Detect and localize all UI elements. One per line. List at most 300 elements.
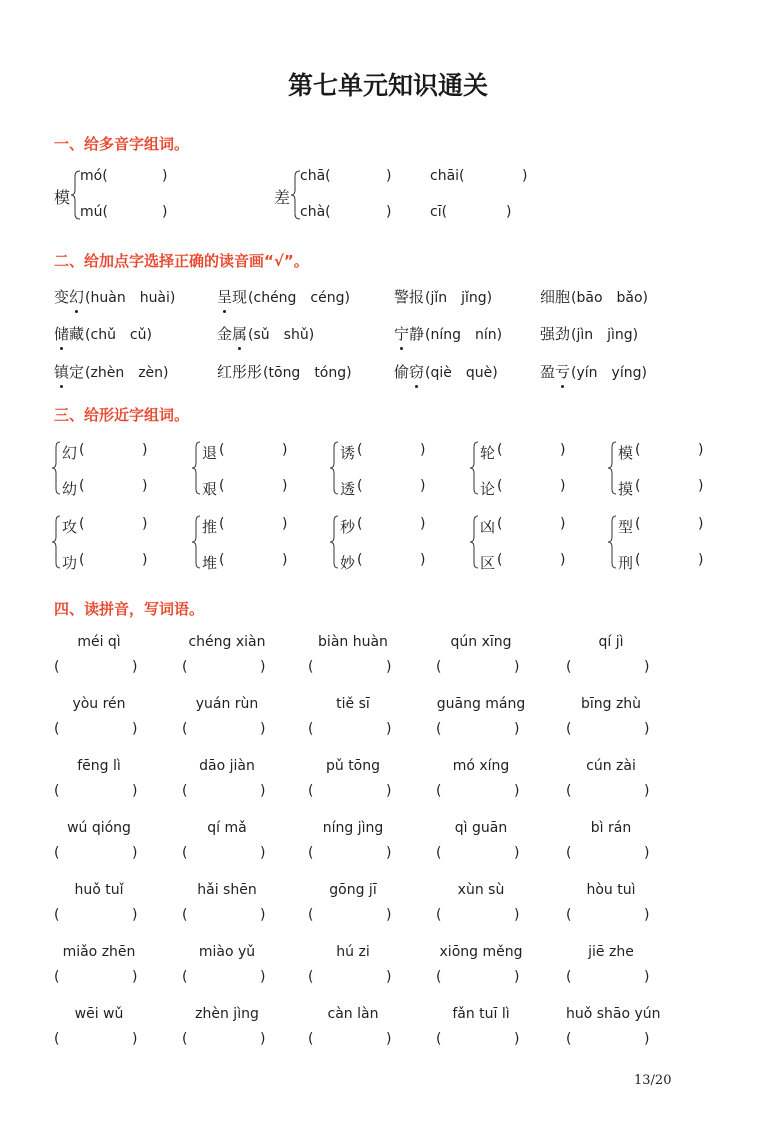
- answer-blank-right: ): [386, 783, 392, 799]
- pinyin-text: pǔ tōng: [325, 758, 381, 774]
- answer-blank-left[interactable]: (: [182, 907, 188, 923]
- word-char: 彤: [247, 363, 263, 381]
- similar-char: 功: [62, 554, 78, 572]
- answer-blank-right: ): [698, 516, 704, 532]
- pinyin-text: tiě sī: [336, 696, 370, 712]
- answer-blank-left[interactable]: (: [54, 969, 60, 985]
- pinyin-text: fēng lì: [77, 758, 121, 774]
- pinyin-options[interactable]: (jǐn jǐng): [425, 290, 493, 306]
- pinyin-text: qí jì: [598, 634, 624, 650]
- answer-blank-left[interactable]: (: [566, 1031, 572, 1047]
- pinyin-text: qí mǎ: [207, 820, 247, 836]
- pinyin-word-item: [182, 758, 272, 812]
- pinyin-text: gōng jī: [329, 882, 377, 898]
- similar-char-row: [62, 442, 148, 463]
- pinyin-text: qún xīng: [450, 634, 512, 650]
- answer-blank-left[interactable]: (: [182, 1031, 188, 1047]
- pinyin-word-item: [308, 696, 398, 750]
- pinyin-options[interactable]: (bāo bǎo): [571, 290, 649, 306]
- word-char: 报: [409, 288, 425, 306]
- similar-char-row: [202, 552, 288, 573]
- similar-char: 幻: [62, 444, 78, 462]
- answer-blank-left[interactable]: (: [308, 1031, 314, 1047]
- answer-blank-right: ): [282, 552, 288, 568]
- similar-char: 论: [480, 480, 496, 498]
- pinyin-word-item: [566, 944, 656, 998]
- similar-char-group: [192, 514, 332, 570]
- polyphone-char: 差: [274, 188, 291, 207]
- answer-blank-right: ): [698, 478, 704, 494]
- similar-char-row: [618, 516, 704, 537]
- answer-blank-left[interactable]: (: [357, 478, 363, 494]
- pinyin-options[interactable]: (qiè què): [425, 365, 498, 381]
- answer-blank-left[interactable]: (: [566, 783, 572, 799]
- answer-blank-left[interactable]: (: [182, 969, 188, 985]
- answer-blank-left[interactable]: (: [219, 552, 225, 568]
- answer-blank-right: ): [282, 442, 288, 458]
- reading-item: [54, 361, 169, 382]
- pinyin-word-item: [54, 758, 144, 812]
- similar-char-row: [62, 516, 148, 537]
- answer-blank-left[interactable]: (: [79, 478, 85, 494]
- pinyin-text: wēi wǔ: [74, 1006, 124, 1022]
- similar-char-group: [330, 514, 470, 570]
- page-title: 第七单元知识通关: [287, 71, 488, 100]
- pinyin-word-item: [308, 1006, 398, 1060]
- pinyin-options[interactable]: (jìn jìng): [571, 327, 639, 343]
- pinyin-word-item: [182, 944, 272, 998]
- answer-blank-right: ): [260, 659, 266, 675]
- pinyin-text: huǒ shāo yún: [566, 1006, 661, 1022]
- dotted-char: 宁: [394, 325, 410, 343]
- answer-blank-left[interactable]: (: [436, 845, 442, 861]
- similar-char-row: [202, 442, 288, 463]
- similar-char-group: [470, 440, 610, 496]
- answer-blank-right: ): [260, 969, 266, 985]
- answer-blank-left[interactable]: (: [497, 516, 503, 532]
- answer-blank-left[interactable]: (: [436, 1031, 442, 1047]
- answer-blank-right: ): [560, 552, 566, 568]
- reading-item: [540, 361, 647, 382]
- answer-blank-left[interactable]: (: [436, 907, 442, 923]
- answer-blank-right: ): [132, 1031, 138, 1047]
- answer-blank-right: ): [514, 969, 520, 985]
- similar-char-row: [480, 478, 566, 499]
- answer-blank-left[interactable]: (: [308, 969, 314, 985]
- pinyin-text: hòu tuì: [586, 882, 636, 898]
- dotted-char: 镇: [54, 363, 70, 381]
- word-char: 变: [54, 288, 70, 306]
- pinyin-word-item: [436, 634, 526, 688]
- pinyin-text: guāng máng: [436, 696, 526, 712]
- answer-blank-right: ): [644, 969, 650, 985]
- pinyin-word-item: [566, 882, 656, 936]
- brace-icon: [330, 440, 340, 496]
- similar-char-row: [480, 516, 566, 537]
- pinyin-word-item: [182, 820, 272, 874]
- answer-blank-left[interactable]: (: [566, 721, 572, 737]
- pinyin-word-item: [566, 696, 656, 750]
- pinyin-options[interactable]: (yín yíng): [571, 365, 647, 381]
- similar-char-row: [340, 442, 426, 463]
- answer-blank-right: ): [560, 516, 566, 532]
- pinyin-word-item: [54, 882, 144, 936]
- answer-blank-right: ): [514, 659, 520, 675]
- reading-item: [54, 323, 152, 344]
- similar-char-group: [330, 440, 470, 496]
- answer-blank-right: ): [514, 845, 520, 861]
- polyphone-item: mó( ): [80, 168, 168, 184]
- answer-blank-left[interactable]: (: [219, 516, 225, 532]
- similar-char-group: [470, 514, 610, 570]
- word-char: 细: [540, 288, 556, 306]
- answer-blank-right: ): [260, 845, 266, 861]
- answer-blank-right: ): [644, 1031, 650, 1047]
- reading-item: [54, 286, 175, 307]
- similar-char: 凶: [480, 518, 496, 536]
- answer-blank-left[interactable]: (: [635, 442, 641, 458]
- answer-blank-right: ): [514, 1031, 520, 1047]
- pinyin-text: miào yǔ: [198, 944, 256, 960]
- pinyin-text: hǎi shēn: [197, 882, 257, 898]
- pinyin-options[interactable]: (zhèn zèn): [85, 365, 169, 381]
- answer-blank-left[interactable]: (: [635, 552, 641, 568]
- answer-blank-right: ): [142, 442, 148, 458]
- word-char: 偷: [394, 363, 410, 381]
- polyphone-item: mú( ): [80, 204, 168, 220]
- similar-char-row: [340, 478, 426, 499]
- polyphone-item: chā( ) chāi( ): [300, 168, 528, 184]
- word-char: 警: [394, 288, 410, 306]
- answer-blank-right: ): [132, 659, 138, 675]
- answer-blank-left[interactable]: (: [497, 478, 503, 494]
- pinyin-word-item: [436, 1006, 526, 1060]
- brace-icon: [470, 514, 480, 570]
- reading-item: [217, 286, 350, 307]
- answer-blank-left[interactable]: (: [54, 721, 60, 737]
- brace-icon: [52, 440, 62, 496]
- answer-blank-right: ): [698, 552, 704, 568]
- pinyin-text: biàn huàn: [318, 634, 388, 650]
- answer-blank-right: ): [386, 969, 392, 985]
- pinyin-word-item: [54, 944, 144, 998]
- similar-char: 妙: [340, 554, 356, 572]
- answer-blank-right: ): [142, 552, 148, 568]
- pinyin-options[interactable]: (sǔ shǔ): [248, 327, 315, 343]
- answer-blank-left[interactable]: (: [566, 969, 572, 985]
- answer-blank-left[interactable]: (: [79, 552, 85, 568]
- pinyin-options[interactable]: (chéng céng): [248, 290, 350, 306]
- similar-char: 诱: [340, 444, 356, 462]
- polyphone-char: 模: [54, 188, 71, 207]
- reading-item: [394, 286, 492, 307]
- answer-blank-right: ): [386, 721, 392, 737]
- similar-char-row: [202, 478, 288, 499]
- reading-item: [540, 323, 638, 344]
- pinyin-word-item: [308, 820, 398, 874]
- pinyin-word-item: [566, 758, 656, 812]
- answer-blank-left[interactable]: (: [436, 783, 442, 799]
- answer-blank-left[interactable]: (: [54, 783, 60, 799]
- pinyin-text: zhèn jìng: [195, 1006, 259, 1022]
- pinyin-text: chéng xiàn: [188, 634, 266, 650]
- answer-blank-left[interactable]: (: [79, 442, 85, 458]
- pinyin-text: cún zài: [586, 758, 636, 774]
- answer-blank-right: ): [142, 478, 148, 494]
- similar-char: 模: [618, 444, 634, 462]
- answer-blank-right: ): [282, 516, 288, 532]
- dotted-char: 属: [232, 325, 248, 343]
- similar-char: 秒: [340, 518, 356, 536]
- pinyin-text: yòu rén: [72, 696, 126, 712]
- answer-blank-left[interactable]: (: [357, 442, 363, 458]
- pinyin-word-item: [436, 944, 526, 998]
- answer-blank-left[interactable]: (: [635, 516, 641, 532]
- answer-blank-right: ): [420, 516, 426, 532]
- similar-char: 区: [480, 554, 496, 572]
- answer-blank-right: ): [386, 1031, 392, 1047]
- answer-blank-right: ): [514, 907, 520, 923]
- answer-blank-right: ): [132, 845, 138, 861]
- pinyin-text: bì rán: [590, 820, 632, 836]
- pinyin-text: huǒ tuǐ: [74, 882, 124, 898]
- pinyin-word-item: [308, 634, 398, 688]
- word-char: 盈: [540, 363, 556, 381]
- pinyin-word-item: [566, 1006, 661, 1060]
- answer-blank-right: ): [260, 1031, 266, 1047]
- pinyin-text: hú zi: [336, 944, 370, 960]
- pinyin-word-item: [436, 696, 526, 750]
- answer-blank-left[interactable]: (: [54, 659, 60, 675]
- pinyin-text: yuán rùn: [195, 696, 259, 712]
- similar-char-row: [480, 552, 566, 573]
- answer-blank-right: ): [260, 783, 266, 799]
- answer-blank-right: ): [260, 721, 266, 737]
- answer-blank-right: ): [560, 478, 566, 494]
- brace-icon: [192, 514, 202, 570]
- pinyin-word-item: [54, 696, 144, 750]
- pinyin-word-item: [308, 758, 398, 812]
- answer-blank-left[interactable]: (: [219, 478, 225, 494]
- pinyin-word-item: [436, 882, 526, 936]
- dotted-char: 亏: [555, 363, 571, 381]
- answer-blank-right: ): [514, 783, 520, 799]
- section-1-heading: 一、给多音字组词。: [54, 135, 190, 153]
- answer-blank-left[interactable]: (: [497, 442, 503, 458]
- word-char: 红: [217, 363, 233, 381]
- brace-icon: [192, 440, 202, 496]
- brace-icon: [470, 440, 480, 496]
- dotted-char: 窃: [409, 363, 425, 381]
- section-4-heading: 四、读拼音，写词语。: [54, 600, 205, 618]
- similar-char: 摸: [618, 480, 634, 498]
- similar-char: 透: [340, 480, 356, 498]
- word-char: 藏: [69, 325, 85, 343]
- pinyin-options[interactable]: (chǔ cǔ): [85, 327, 152, 343]
- answer-blank-left[interactable]: (: [635, 478, 641, 494]
- answer-blank-left[interactable]: (: [436, 721, 442, 737]
- pinyin-text: miǎo zhēn: [62, 944, 136, 960]
- pinyin-text: bīng zhù: [580, 696, 642, 712]
- pinyin-text: níng jìng: [322, 820, 384, 836]
- dotted-char: 储: [54, 325, 70, 343]
- similar-char: 推: [202, 518, 218, 536]
- pinyin-options[interactable]: (tōng tóng): [263, 365, 352, 381]
- answer-blank-right: ): [644, 659, 650, 675]
- pinyin-text: dāo jiàn: [199, 758, 255, 774]
- similar-char-group: [52, 514, 192, 570]
- answer-blank-left[interactable]: (: [308, 845, 314, 861]
- pinyin-word-item: [54, 1006, 144, 1060]
- polyphone-item: chà( ) cī( ): [300, 204, 512, 220]
- answer-blank-right: ): [282, 478, 288, 494]
- answer-blank-right: ): [386, 845, 392, 861]
- answer-blank-right: ): [560, 442, 566, 458]
- brace-icon: [608, 514, 618, 570]
- answer-blank-left[interactable]: (: [308, 783, 314, 799]
- answer-blank-left[interactable]: (: [182, 845, 188, 861]
- brace-icon: [330, 514, 340, 570]
- pinyin-word-item: [566, 820, 656, 874]
- reading-item: [217, 361, 352, 382]
- pinyin-word-item: [436, 758, 526, 812]
- pinyin-word-item: [54, 634, 144, 688]
- answer-blank-left[interactable]: (: [308, 721, 314, 737]
- reading-item: [540, 286, 648, 307]
- similar-char-row: [62, 478, 148, 499]
- answer-blank-left[interactable]: (: [357, 552, 363, 568]
- reading-item: [217, 323, 314, 344]
- similar-char-row: [618, 442, 704, 463]
- answer-blank-left[interactable]: (: [182, 783, 188, 799]
- answer-blank-left[interactable]: (: [566, 659, 572, 675]
- similar-char-group: [608, 440, 748, 496]
- answer-blank-right: ): [514, 721, 520, 737]
- similar-char: 艰: [202, 480, 218, 498]
- pinyin-text: qì guān: [454, 820, 508, 836]
- pinyin-text: xiōng měng: [439, 944, 523, 960]
- pinyin-options[interactable]: (huàn huài): [85, 290, 176, 306]
- pinyin-word-item: [54, 820, 144, 874]
- pinyin-word-item: [308, 882, 398, 936]
- answer-blank-left[interactable]: (: [497, 552, 503, 568]
- answer-blank-right: ): [420, 442, 426, 458]
- answer-blank-left[interactable]: (: [436, 969, 442, 985]
- pinyin-text: mó xíng: [452, 758, 510, 774]
- reading-item: [394, 361, 498, 382]
- dotted-char: 呈: [217, 288, 233, 306]
- similar-char: 退: [202, 444, 218, 462]
- pinyin-word-item: [182, 696, 272, 750]
- section-3-heading: 三、给形近字组词。: [54, 406, 190, 424]
- answer-blank-right: ): [644, 907, 650, 923]
- section-2-heading: 二、给加点字选择正确的读音画“√”。: [54, 252, 309, 270]
- pinyin-text: càn làn: [327, 1006, 379, 1022]
- similar-char-row: [62, 552, 148, 573]
- reading-item: [394, 323, 502, 344]
- answer-blank-left[interactable]: (: [54, 845, 60, 861]
- similar-char-group: [52, 440, 192, 496]
- pinyin-word-item: [436, 820, 526, 874]
- similar-char-group: [192, 440, 332, 496]
- brace-icon: [608, 440, 618, 496]
- answer-blank-right: ): [132, 969, 138, 985]
- answer-blank-right: ): [420, 478, 426, 494]
- similar-char-group: [608, 514, 748, 570]
- answer-blank-left[interactable]: (: [182, 721, 188, 737]
- pinyin-text: fǎn tuī lì: [452, 1006, 510, 1022]
- pinyin-text: méi qì: [77, 634, 121, 650]
- word-char: 强: [540, 325, 556, 343]
- brace-icon: [52, 514, 62, 570]
- word-char: 现: [232, 288, 248, 306]
- similar-char: 攻: [62, 518, 78, 536]
- similar-char-row: [480, 442, 566, 463]
- word-char: 静: [409, 325, 425, 343]
- pinyin-word-item: [182, 882, 272, 936]
- answer-blank-left[interactable]: (: [566, 845, 572, 861]
- word-char: 金: [217, 325, 233, 343]
- answer-blank-left[interactable]: (: [566, 907, 572, 923]
- answer-blank-right: ): [260, 907, 266, 923]
- pinyin-text: wú qióng: [67, 820, 131, 836]
- answer-blank-right: ): [698, 442, 704, 458]
- answer-blank-right: ): [386, 907, 392, 923]
- answer-blank-left[interactable]: (: [357, 516, 363, 532]
- answer-blank-right: ): [386, 659, 392, 675]
- dotted-char: 幻: [69, 288, 85, 306]
- answer-blank-left[interactable]: (: [79, 516, 85, 532]
- word-char: 彤: [232, 363, 248, 381]
- answer-blank-right: ): [132, 783, 138, 799]
- similar-char: 堆: [202, 554, 218, 572]
- pinyin-text: xùn sù: [457, 882, 505, 898]
- word-char: 胞: [555, 288, 571, 306]
- answer-blank-right: ): [644, 783, 650, 799]
- answer-blank-right: ): [132, 721, 138, 737]
- answer-blank-left[interactable]: (: [182, 659, 188, 675]
- answer-blank-right: ): [644, 845, 650, 861]
- answer-blank-left[interactable]: (: [308, 907, 314, 923]
- similar-char: 幼: [62, 480, 78, 498]
- answer-blank-left[interactable]: (: [54, 1031, 60, 1047]
- answer-blank-right: ): [420, 552, 426, 568]
- similar-char: 轮: [480, 444, 496, 462]
- answer-blank-right: ): [644, 721, 650, 737]
- answer-blank-left[interactable]: (: [219, 442, 225, 458]
- similar-char-row: [340, 516, 426, 537]
- answer-blank-right: ): [142, 516, 148, 532]
- word-char: 定: [69, 363, 85, 381]
- pinyin-word-item: [182, 634, 272, 688]
- pinyin-word-item: [566, 634, 656, 688]
- pinyin-options[interactable]: (níng nín): [425, 327, 503, 343]
- page-number: 13/20: [634, 1073, 672, 1088]
- pinyin-word-item: [182, 1006, 272, 1060]
- similar-char: 型: [618, 518, 634, 536]
- pinyin-word-item: [308, 944, 398, 998]
- answer-blank-right: ): [132, 907, 138, 923]
- answer-blank-left[interactable]: (: [54, 907, 60, 923]
- answer-blank-left[interactable]: (: [308, 659, 314, 675]
- similar-char-row: [618, 552, 704, 573]
- similar-char-row: [202, 516, 288, 537]
- word-char: 劲: [555, 325, 571, 343]
- pinyin-text: jiē zhe: [588, 944, 634, 960]
- similar-char-row: [340, 552, 426, 573]
- similar-char: 刑: [618, 554, 634, 572]
- answer-blank-left[interactable]: (: [436, 659, 442, 675]
